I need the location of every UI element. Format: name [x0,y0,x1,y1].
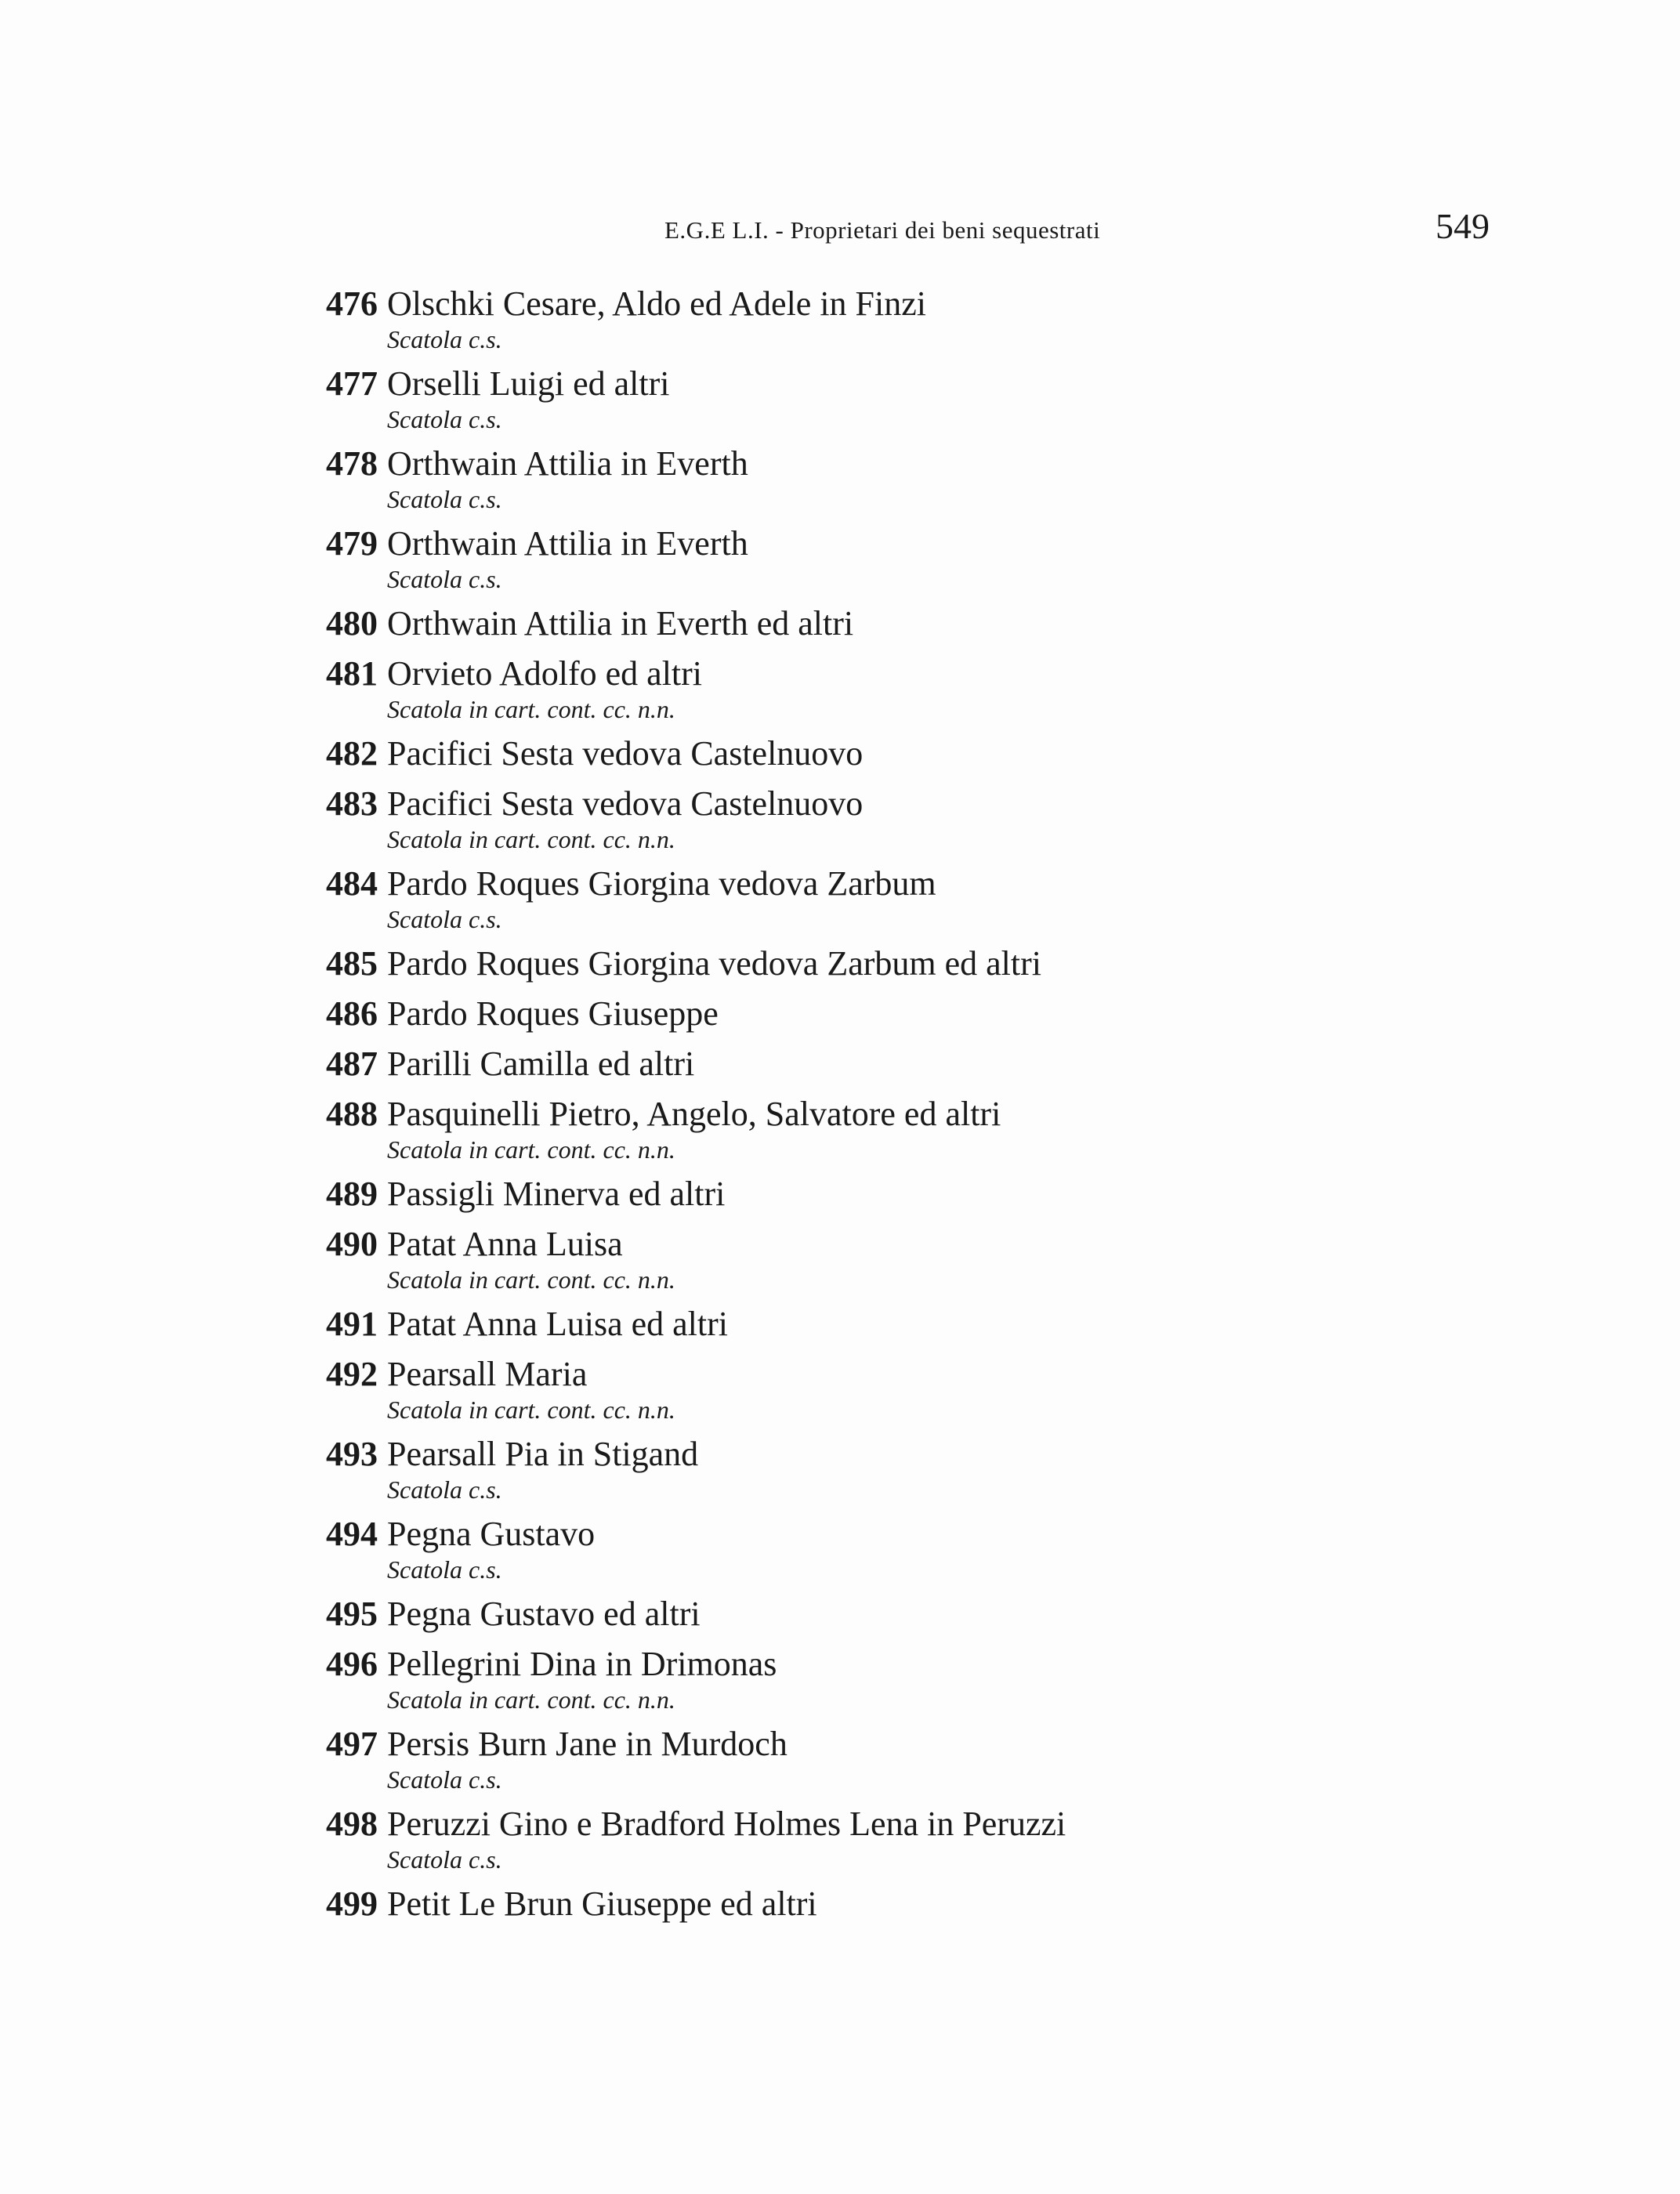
entry-name: Olschki Cesare, Aldo ed Adele in Finzi [387,284,926,323]
entry-note: Scatola c.s. [387,905,502,933]
page-number: 549 [1436,206,1490,246]
entry-number: 495 [326,1595,378,1633]
entry-number: 480 [326,604,378,643]
list-item [312,863,1534,934]
list-item [312,1724,1534,1794]
list-item [312,1884,1534,1924]
entry-name: Persis Burn Jane in Murdoch [387,1725,788,1763]
entry-name: Pearsall Pia in Stigand [387,1435,699,1473]
list-item [312,1804,1534,1874]
entry-name: Pellegrini Dina in Drimonas [387,1645,777,1683]
entry-number: 477 [326,364,378,403]
list-item [312,1224,1534,1294]
entry-number: 499 [326,1884,378,1923]
list-item [312,1304,1534,1345]
entry-note: Scatola in cart. cont. cc. n.n. [387,695,675,723]
entry-name: Petit Le Brun Giuseppe ed altri [387,1884,817,1923]
entry-number: 497 [326,1725,378,1763]
running-title: E.G.E L.I. - Proprietari dei beni sequestrati [664,216,1101,244]
entry-name: Pearsall Maria [387,1355,588,1393]
entry-note: Scatola c.s. [387,1845,502,1874]
entry-name: Patat Anna Luisa ed altri [387,1305,728,1343]
entry-note: Scatola c.s. [387,1475,502,1504]
list-item [312,284,1534,354]
entry-number: 479 [326,524,378,563]
entry-name: Orthwain Attilia in Everth ed altri [387,604,854,643]
list-item [312,1514,1534,1584]
entry-name: Pegna Gustavo ed altri [387,1595,701,1633]
entry-note: Scatola c.s. [387,565,502,593]
entry-note: Scatola in cart. cont. cc. n.n. [387,1135,675,1164]
entry-name: Patat Anna Luisa [387,1225,623,1263]
entry-name: Orthwain Attilia in Everth [387,524,748,563]
entry-name: Peruzzi Gino e Bradford Holmes Lena in Peruzzi [387,1805,1066,1843]
entry-number: 498 [326,1805,378,1843]
entry-number: 489 [326,1175,378,1213]
entry-note: Scatola in cart. cont. cc. n.n. [387,1265,675,1294]
list-item [312,364,1534,434]
entry-number: 481 [326,654,378,693]
entry-note: Scatola c.s. [387,485,502,513]
entry-number: 476 [326,284,378,323]
entry-number: 484 [326,864,378,903]
list-item [312,943,1534,984]
entry-number: 485 [326,944,378,983]
entry-name: Passigli Minerva ed altri [387,1175,726,1213]
entry-number: 490 [326,1225,378,1263]
list-item [312,653,1534,724]
entry-number: 478 [326,444,378,483]
entry-name: Orselli Luigi ed altri [387,364,670,403]
entry-number: 491 [326,1305,378,1343]
entry-name: Pacifici Sesta vedova Castelnuovo [387,784,864,823]
entry-name: Orthwain Attilia in Everth [387,444,748,483]
entry-number: 488 [326,1095,378,1133]
list-item [312,784,1534,854]
list-item [312,1044,1534,1084]
entry-note: Scatola in cart. cont. cc. n.n. [387,1685,675,1714]
entry-note: Scatola c.s. [387,1765,502,1794]
list-item [312,1644,1534,1714]
list-item [312,523,1534,594]
entry-name: Pacifici Sesta vedova Castelnuovo [387,734,864,773]
entry-note: Scatola c.s. [387,1555,502,1584]
entry-name: Pardo Roques Giuseppe [387,994,719,1033]
entry-number: 482 [326,734,378,773]
list-item [312,444,1534,514]
list-item [312,1354,1534,1425]
entry-note: Scatola in cart. cont. cc. n.n. [387,1396,675,1424]
entry-number: 483 [326,784,378,823]
entry-name: Orvieto Adolfo ed altri [387,654,703,693]
entry-list [312,284,1534,1934]
entry-name: Pegna Gustavo [387,1515,596,1553]
entry-note: Scatola c.s. [387,405,502,433]
list-item [312,603,1534,644]
entry-number: 493 [326,1435,378,1473]
entry-number: 494 [326,1515,378,1553]
entry-number: 486 [326,994,378,1033]
entry-number: 487 [326,1045,378,1083]
entry-name: Pardo Roques Giorgina vedova Zarbum ed altri [387,944,1041,983]
entry-number: 492 [326,1355,378,1393]
entry-note: Scatola c.s. [387,325,502,353]
list-item [312,1594,1534,1635]
list-item [312,1094,1534,1164]
entry-name: Pasquinelli Pietro, Angelo, Salvatore ed altri [387,1095,1001,1133]
list-item [312,1174,1534,1215]
entry-name: Parilli Camilla ed altri [387,1045,695,1083]
entry-name: Pardo Roques Giorgina vedova Zarbum [387,864,936,903]
entry-number: 496 [326,1645,378,1683]
list-item [312,733,1534,774]
list-item [312,1434,1534,1504]
list-item [312,994,1534,1034]
entry-note: Scatola in cart. cont. cc. n.n. [387,825,675,853]
